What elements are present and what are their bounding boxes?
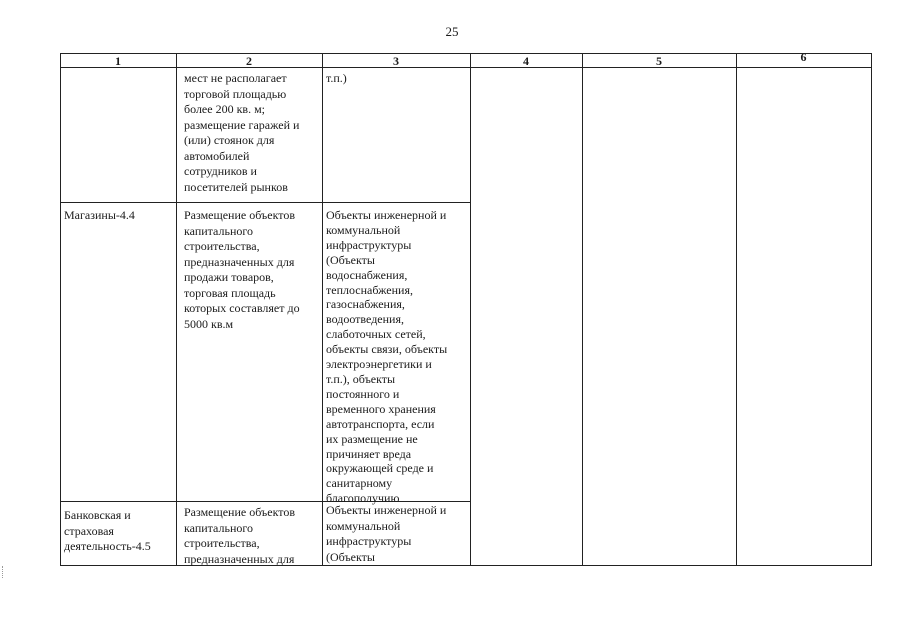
col-border-2-3 bbox=[322, 53, 323, 566]
scan-edge-mark bbox=[2, 566, 7, 578]
row-2-col-1: Магазины-4.4 bbox=[64, 208, 135, 222]
row-3-col-2: Размещение объектов капитального строительства, предназначенных для bbox=[184, 505, 295, 566]
table-bottom-border bbox=[60, 565, 872, 566]
col-border-4-5 bbox=[582, 53, 583, 566]
row-3-col-1: Банковская и страховая деятельность-4.5 bbox=[64, 508, 151, 553]
land-use-table bbox=[60, 50, 872, 566]
col-border-3-4 bbox=[470, 53, 471, 566]
header-col-3: 3 bbox=[393, 54, 399, 68]
row-2-col-3: Объекты инженерной и коммунальной инфраструктуры (Объекты водоснабжения, теплоснабжения, газоснабжения, водоотведения, слаботочных сетей, объекты связи, объекты электроэнергетики и т.п.), объекты постоянного и временного хранения автотранспорта, если их размещение не причиняет вреда окружающей среде и санитарному благополучию bbox=[326, 208, 448, 506]
header-col-6: 6 bbox=[800, 50, 807, 64]
row-1-col-3: т.п.) bbox=[326, 71, 347, 85]
header-col-1: 1 bbox=[115, 54, 121, 68]
page-number: 25 bbox=[445, 24, 459, 39]
col-border-left bbox=[60, 53, 61, 566]
row-2-col-2: Размещение объектов капитального строительства, предназначенных для продажи товаров, торговая площадь которых составляет до 5000 кв.м bbox=[184, 208, 300, 331]
col-border-5-6 bbox=[736, 53, 737, 566]
col-border-right bbox=[871, 53, 872, 566]
header-col-4: 4 bbox=[523, 54, 529, 68]
row-3-col-3: Объекты инженерной и коммунальной инфраструктуры (Объекты bbox=[326, 503, 447, 564]
row-1-col-2: мест не располагает торговой площадью более 200 кв. м; размещение гаражей и (или) стоянок для автомобилей сотрудников и посетителей рынков bbox=[184, 71, 300, 194]
row-1-bottom-border bbox=[60, 202, 470, 203]
header-col-5: 5 bbox=[656, 54, 662, 68]
header-col-2: 2 bbox=[246, 54, 252, 68]
col-border-1-2 bbox=[176, 53, 177, 566]
